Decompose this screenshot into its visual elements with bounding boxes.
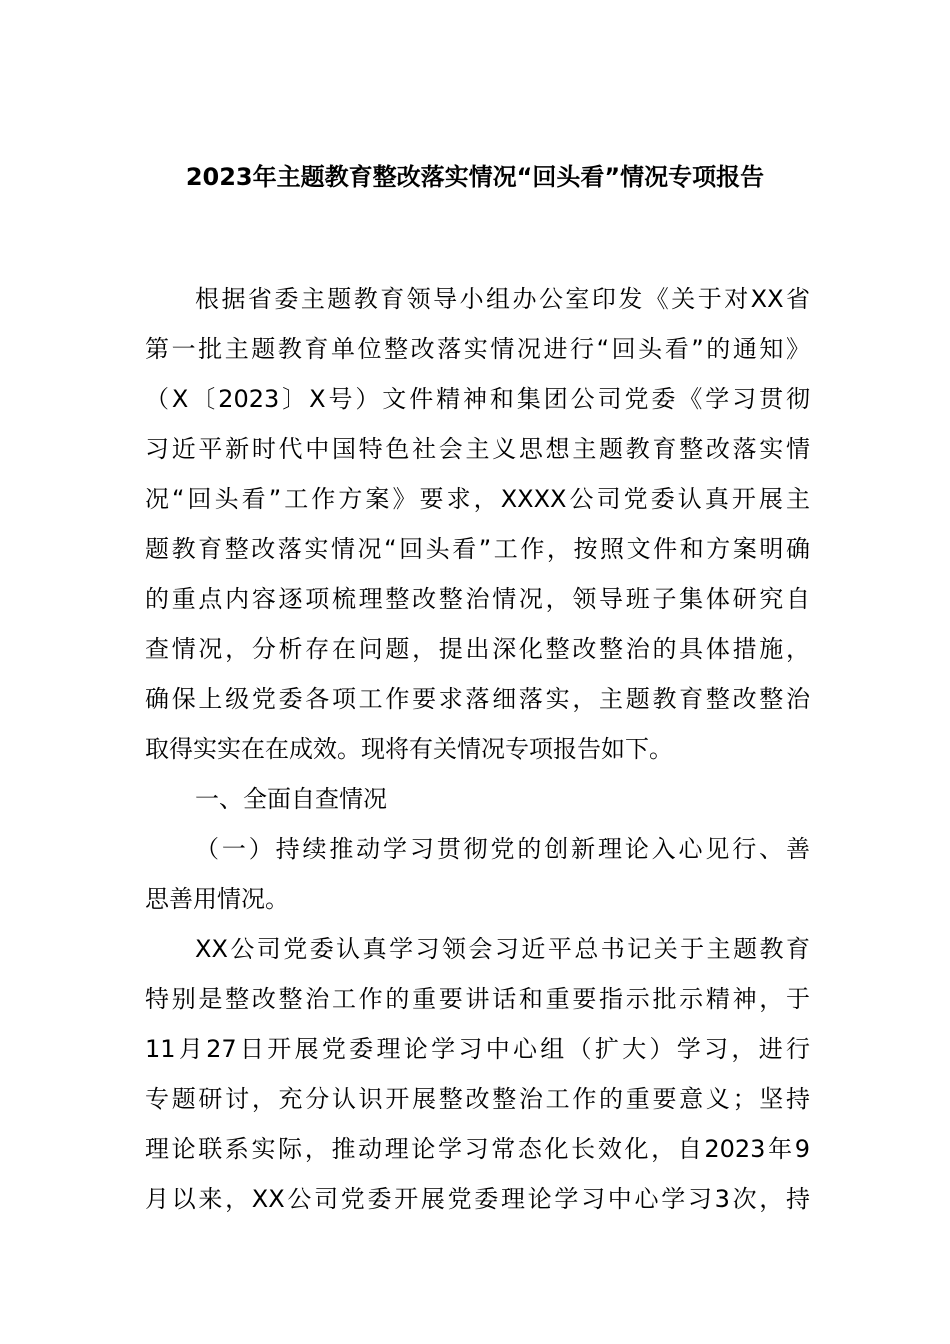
text-line: 题教育整改落实情况“回头看”工作，按照文件和方案明确	[145, 535, 810, 563]
text-line: 理论联系实际，推动理论学习常态化长效化，自2023年9	[145, 1135, 810, 1163]
text-line: 月以来，XX公司党委开展党委理论学习中心学习3次，持	[145, 1185, 810, 1213]
text-line: 的重点内容逐项梳理整改整治情况，领导班子集体研究自	[145, 585, 810, 613]
document-body	[145, 274, 810, 1224]
text-line: 习近平新时代中国特色社会主义思想主题教育整改落实情	[145, 435, 810, 463]
text-line: 第一批主题教育单位整改落实情况进行“回头看”的通知》	[145, 335, 810, 363]
text-line: 专题研讨，充分认识开展整改整治工作的重要意义；坚持	[145, 1085, 810, 1113]
text-line: （一）持续推动学习贯彻党的创新理论入心见行、善	[195, 835, 810, 863]
paragraph-intro	[145, 274, 810, 774]
paragraph-study	[145, 924, 810, 1224]
section-heading-text: 一、全面自查情况	[195, 785, 387, 813]
document-title: 2023年主题教育整改落实情况“回头看”情况专项报告	[185, 163, 765, 191]
text-line: 11月27日开展党委理论学习中心组（扩大）学习，进行	[145, 1035, 810, 1063]
text-line: 取得实实在在成效。现将有关情况专项报告如下。	[145, 735, 673, 763]
text-line: XX公司党委认真学习领会习近平总书记关于主题教育	[195, 935, 810, 963]
subsection-heading	[145, 824, 810, 924]
text-line: （X〔2023〕X号）文件精神和集团公司党委《学习贯彻	[145, 385, 810, 413]
text-line: 根据省委主题教育领导小组办公室印发《关于对XX省	[195, 285, 810, 313]
section-heading	[145, 774, 810, 824]
text-line: 查情况，分析存在问题，提出深化整改整治的具体措施，	[145, 635, 810, 663]
text-line: 确保上级党委各项工作要求落细落实，主题教育整改整治	[145, 685, 810, 713]
text-line: 思善用情况。	[145, 885, 289, 913]
text-line: 特别是整改整治工作的重要讲话和重要指示批示精神，于	[145, 985, 810, 1013]
text-line: 况“回头看”工作方案》要求，XXXX公司党委认真开展主	[145, 485, 810, 513]
